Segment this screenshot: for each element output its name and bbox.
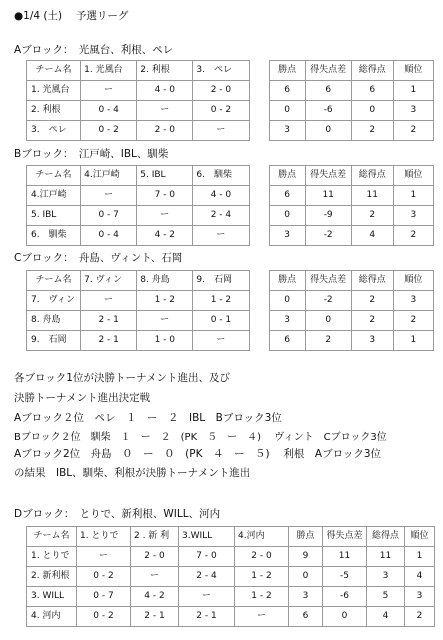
result-cell: 11 xyxy=(367,547,405,567)
column-header: 総得点 xyxy=(351,61,393,81)
team-name-cell: 1. とりで xyxy=(27,547,77,567)
result-cell: 1 - 2 xyxy=(193,291,249,311)
result-cell: 3 xyxy=(269,226,305,246)
result-cell: 4 xyxy=(351,226,393,246)
result-cell: 2 - 1 xyxy=(81,331,137,351)
result-cell: -2 xyxy=(305,226,351,246)
column-header: 勝点 xyxy=(269,61,305,81)
column-header: 4.河内 xyxy=(235,527,289,547)
block-b-heading: Bブロック： 江戸崎、IBL、馴柴 xyxy=(14,148,169,160)
column-gap xyxy=(249,101,269,121)
result-cell: 5 xyxy=(367,587,405,607)
result-cell: 2 - 4 xyxy=(179,567,235,587)
summary-line: 決勝トーナメント進出決定戦 xyxy=(14,392,151,404)
result-cell: 1 - 2 xyxy=(235,587,289,607)
table-header-row xyxy=(27,271,434,291)
table-header-row xyxy=(27,61,434,81)
result-cell: 0 - 1 xyxy=(193,311,249,331)
result-cell: 1 - 0 xyxy=(137,331,193,351)
table-row xyxy=(27,547,435,567)
result-cell: 6 xyxy=(269,81,305,101)
result-cell: 0 xyxy=(305,121,351,141)
result-cell: 2 - 1 xyxy=(179,607,235,627)
result-cell: 2 xyxy=(351,121,393,141)
result-cell: ー xyxy=(137,206,193,226)
result-cell: 6 xyxy=(269,331,305,351)
column-header: チーム名 xyxy=(27,166,81,186)
team-name-cell: 2. 利根 xyxy=(27,101,81,121)
result-cell: 3 xyxy=(367,567,405,587)
column-header: 5. IBL xyxy=(137,166,193,186)
table-row xyxy=(27,121,434,141)
column-header: チーム名 xyxy=(27,271,81,291)
result-cell: ー xyxy=(179,587,235,607)
result-cell: ー xyxy=(193,226,249,246)
table-row xyxy=(27,226,434,246)
result-cell: 0 - 2 xyxy=(77,567,131,587)
result-cell: 0 xyxy=(269,206,305,226)
column-header: 勝点 xyxy=(289,527,323,547)
team-name-cell: 3. WILL xyxy=(27,587,77,607)
table-row xyxy=(27,607,435,627)
result-cell: ー xyxy=(235,607,289,627)
block-b-table xyxy=(26,165,434,246)
result-cell: 2 xyxy=(393,121,433,141)
result-cell: 3 xyxy=(351,331,393,351)
column-header: 2 . 新 利 xyxy=(131,527,179,547)
result-cell: 2 - 1 xyxy=(131,607,179,627)
result-cell: 3 xyxy=(269,121,305,141)
column-header: 得失点差 xyxy=(305,271,351,291)
result-cell: 11 xyxy=(351,186,393,206)
result-cell: 0 - 4 xyxy=(81,226,137,246)
result-cell: ー xyxy=(77,547,131,567)
block-c-table xyxy=(26,270,434,351)
result-cell: 4 - 0 xyxy=(137,81,193,101)
column-gap xyxy=(249,186,269,206)
result-cell: 0 - 7 xyxy=(81,206,137,226)
column-header: 3.WILL xyxy=(179,527,235,547)
summary-line: Aブロック2位 舟島 ０ ー ０ (PK ４ ー ５) 利根 Aブロック3位 xyxy=(14,448,382,460)
result-cell: 2 xyxy=(405,607,435,627)
result-cell: 0 xyxy=(269,101,305,121)
team-name-cell: 4. 河内 xyxy=(27,607,77,627)
team-name-cell: 2. 新利根 xyxy=(27,567,77,587)
column-header: 勝点 xyxy=(269,166,305,186)
column-header: 得失点差 xyxy=(305,61,351,81)
result-cell: 3 xyxy=(405,587,435,607)
column-header: 総得点 xyxy=(351,166,393,186)
result-cell: -9 xyxy=(305,206,351,226)
column-header: 4.江戸崎 xyxy=(81,166,137,186)
table-header-row xyxy=(27,527,435,547)
result-cell: 11 xyxy=(323,547,367,567)
column-header: チーム名 xyxy=(27,527,77,547)
column-header: チーム名 xyxy=(27,61,81,81)
column-header: 総得点 xyxy=(351,271,393,291)
result-cell: 7 - 0 xyxy=(137,186,193,206)
result-cell: 2 xyxy=(305,331,351,351)
result-cell: ー xyxy=(81,291,137,311)
column-gap xyxy=(249,331,269,351)
column-header: 順位 xyxy=(405,527,435,547)
result-cell: 6 xyxy=(289,607,323,627)
summary-line: Bブロック２位 馴柴 １ ー ２ (PK ５ ー ４) ヴィント Cブロック3位 xyxy=(14,432,387,443)
table-row xyxy=(27,186,434,206)
column-header: 7. ヴィン xyxy=(81,271,137,291)
team-name-cell: 5. IBL xyxy=(27,206,81,226)
result-cell: 2 xyxy=(351,311,393,331)
column-header: 1. とりで xyxy=(77,527,131,547)
result-cell: 0 - 4 xyxy=(81,101,137,121)
result-cell: ー xyxy=(193,121,249,141)
result-cell: 0 xyxy=(269,291,305,311)
result-cell: 11 xyxy=(305,186,351,206)
result-cell: -2 xyxy=(305,291,351,311)
column-header: 順位 xyxy=(393,166,433,186)
result-cell: 0 xyxy=(323,607,367,627)
column-header: 9. 石岡 xyxy=(193,271,249,291)
column-gap xyxy=(249,61,269,81)
table-header-row xyxy=(27,166,434,186)
result-cell: 0 xyxy=(289,567,323,587)
column-gap xyxy=(249,81,269,101)
column-gap xyxy=(249,121,269,141)
result-cell: ー xyxy=(131,567,179,587)
result-cell: ー xyxy=(81,186,137,206)
column-gap xyxy=(249,166,269,186)
column-header: 8. 舟島 xyxy=(137,271,193,291)
result-cell: 1 xyxy=(393,186,433,206)
table-row xyxy=(27,291,434,311)
result-cell: 7 - 0 xyxy=(179,547,235,567)
result-cell: ー xyxy=(137,311,193,331)
result-cell: 4 xyxy=(367,607,405,627)
page-title: ●1/4 (土) 予選リーグ xyxy=(14,10,129,22)
result-cell: 1 xyxy=(393,331,433,351)
result-cell: 2 xyxy=(351,206,393,226)
table-row xyxy=(27,331,434,351)
summary-line: 各ブロック1位が決勝トーナメント進出、及び xyxy=(14,372,231,384)
result-cell: 6 xyxy=(305,81,351,101)
result-cell: 3 xyxy=(393,101,433,121)
block-c-heading: Cブロック： 舟島、ヴィント、石岡 xyxy=(14,252,183,264)
column-header: 順位 xyxy=(393,271,433,291)
team-name-cell: 7. ヴィン xyxy=(27,291,81,311)
result-cell: 2 - 4 xyxy=(193,206,249,226)
column-header: 2. 利根 xyxy=(137,61,193,81)
result-cell: 2 xyxy=(393,311,433,331)
team-name-cell: 8. 舟島 xyxy=(27,311,81,331)
block-d-heading: Dブロック： とりで、新利根、WILL、河内 xyxy=(14,508,221,520)
table-row xyxy=(27,206,434,226)
result-cell: 2 - 0 xyxy=(137,121,193,141)
team-name-cell: 3. ペレ xyxy=(27,121,81,141)
result-cell: 1 - 2 xyxy=(235,567,289,587)
table-row xyxy=(27,101,434,121)
result-cell: 2 - 1 xyxy=(81,311,137,331)
result-cell: 2 - 0 xyxy=(193,81,249,101)
team-name-cell: 1. 光風台 xyxy=(27,81,81,101)
block-a-heading: Aブロック： 光風台、利根、ペレ xyxy=(14,44,174,56)
column-header: 順位 xyxy=(393,61,433,81)
result-cell: 3 xyxy=(269,311,305,331)
column-header: 総得点 xyxy=(367,527,405,547)
column-header: 得失点差 xyxy=(305,166,351,186)
result-cell: 2 - 0 xyxy=(131,547,179,567)
result-cell: ー xyxy=(193,331,249,351)
column-gap xyxy=(249,226,269,246)
table-row xyxy=(27,567,435,587)
result-cell: 1 xyxy=(393,81,433,101)
result-cell: 3 xyxy=(289,587,323,607)
team-name-cell: 4.江戸崎 xyxy=(27,186,81,206)
column-header: 得失点差 xyxy=(323,527,367,547)
result-cell: 6 xyxy=(269,186,305,206)
column-gap xyxy=(249,271,269,291)
result-cell: 6 xyxy=(351,81,393,101)
result-cell: 0 - 2 xyxy=(193,101,249,121)
result-cell: -5 xyxy=(323,567,367,587)
result-cell: 4 - 2 xyxy=(131,587,179,607)
team-name-cell: 9. 石岡 xyxy=(27,331,81,351)
result-cell: ー xyxy=(137,101,193,121)
result-cell: 0 xyxy=(305,311,351,331)
column-header: 勝点 xyxy=(269,271,305,291)
column-gap xyxy=(249,291,269,311)
result-cell: 2 - 0 xyxy=(235,547,289,567)
column-gap xyxy=(249,206,269,226)
result-cell: 3 xyxy=(393,206,433,226)
result-cell: 3 xyxy=(393,291,433,311)
table-row xyxy=(27,311,434,331)
table-row xyxy=(27,587,435,607)
result-cell: 4 - 2 xyxy=(137,226,193,246)
result-cell: 2 xyxy=(351,291,393,311)
column-header: 3. ペレ xyxy=(193,61,249,81)
result-cell: -6 xyxy=(305,101,351,121)
result-cell: 4 xyxy=(405,567,435,587)
result-cell: 4 - 0 xyxy=(193,186,249,206)
column-gap xyxy=(249,311,269,331)
column-header: 6. 馴柴 xyxy=(193,166,249,186)
result-cell: 9 xyxy=(289,547,323,567)
result-cell: ー xyxy=(81,81,137,101)
table-row xyxy=(27,81,434,101)
result-cell: 0 xyxy=(351,101,393,121)
block-a-table xyxy=(26,60,434,141)
team-name-cell: 6. 馴柴 xyxy=(27,226,81,246)
column-header: 1. 光風台 xyxy=(81,61,137,81)
result-cell: 0 - 7 xyxy=(77,587,131,607)
summary-line: の結果 IBL、馴柴、利根が決勝トーナメント進出 xyxy=(14,467,251,479)
result-cell: 1 xyxy=(405,547,435,567)
result-cell: -6 xyxy=(323,587,367,607)
block-d-table xyxy=(26,526,435,627)
result-cell: 0 - 2 xyxy=(77,607,131,627)
summary-line: Aブロック２位 ペレ １ ー ２ IBL Bブロック3位 xyxy=(14,412,282,424)
result-cell: 1 - 2 xyxy=(137,291,193,311)
result-cell: 2 xyxy=(393,226,433,246)
result-cell: 0 - 2 xyxy=(81,121,137,141)
